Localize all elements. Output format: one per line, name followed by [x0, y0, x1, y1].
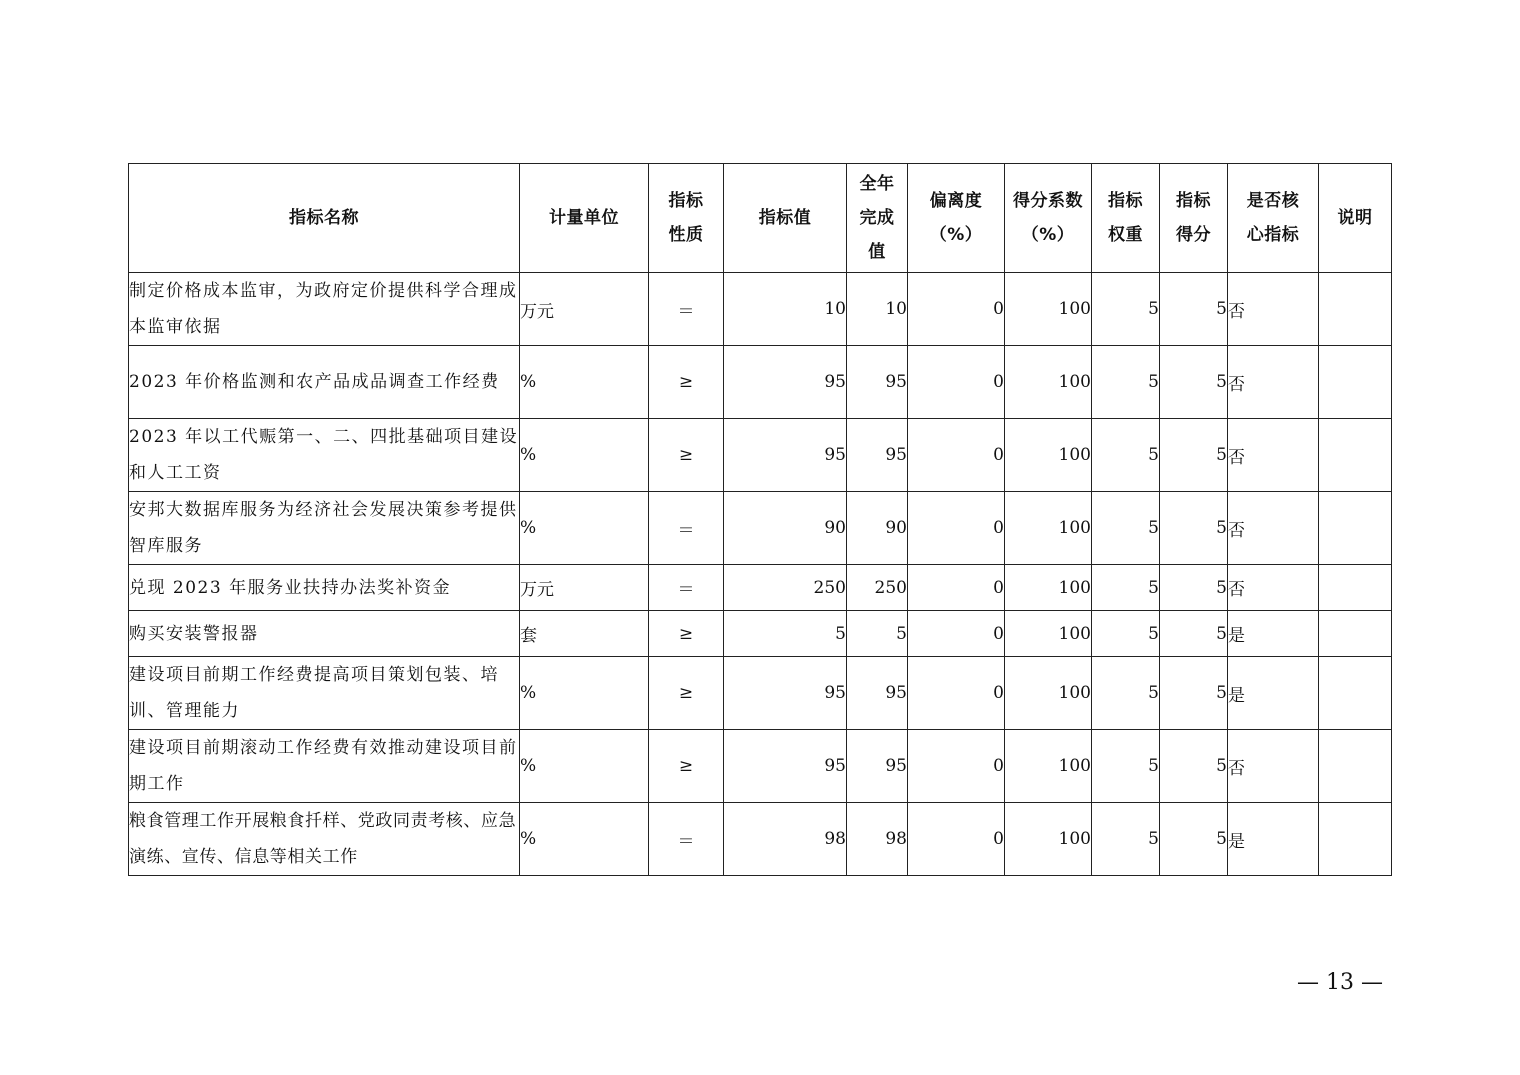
cell-weight: 5: [1092, 730, 1160, 803]
table-row: [129, 492, 1392, 565]
cell-name: 建设项目前期滚动工作经费有效推动建设项目前期工作: [129, 730, 520, 803]
cell-nature: ≥: [649, 611, 724, 657]
indicator-table: [128, 163, 1392, 876]
header-actual: 全年完成值: [847, 164, 908, 273]
cell-score: 5: [1160, 803, 1228, 876]
cell-nature: ≥: [649, 346, 724, 419]
cell-deviation: 0: [908, 492, 1005, 565]
table-row: [129, 803, 1392, 876]
cell-unit: 万元: [520, 273, 649, 346]
header-unit: 计量单位: [520, 164, 649, 273]
header-deviation: 偏离度（%）: [908, 164, 1005, 273]
cell-deviation: 0: [908, 419, 1005, 492]
table-row: [129, 657, 1392, 730]
header-core: 是否核心指标: [1228, 164, 1319, 273]
cell-core: 否: [1228, 273, 1319, 346]
cell-coef: 100: [1005, 803, 1092, 876]
cell-unit: %: [520, 346, 649, 419]
cell-nature: ≥: [649, 657, 724, 730]
cell-value: 98: [724, 803, 847, 876]
cell-weight: 5: [1092, 273, 1160, 346]
cell-note: [1319, 492, 1392, 565]
cell-unit: %: [520, 730, 649, 803]
cell-actual: 10: [847, 273, 908, 346]
cell-score: 5: [1160, 492, 1228, 565]
cell-core: 是: [1228, 657, 1319, 730]
table-header-row: [129, 164, 1392, 273]
cell-actual: 95: [847, 657, 908, 730]
cell-actual: 250: [847, 565, 908, 611]
cell-value: 95: [724, 730, 847, 803]
cell-coef: 100: [1005, 492, 1092, 565]
cell-core: 否: [1228, 730, 1319, 803]
cell-deviation: 0: [908, 346, 1005, 419]
cell-actual: 90: [847, 492, 908, 565]
cell-deviation: 0: [908, 730, 1005, 803]
cell-nature: ≥: [649, 730, 724, 803]
cell-nature: ＝: [649, 565, 724, 611]
cell-score: 5: [1160, 611, 1228, 657]
cell-name: 制定价格成本监审，为政府定价提供科学合理成本监审依据: [129, 273, 520, 346]
cell-actual: 5: [847, 611, 908, 657]
header-value: 指标值: [724, 164, 847, 273]
cell-name: 2023 年以工代赈第一、二、四批基础项目建设和人工工资: [129, 419, 520, 492]
cell-score: 5: [1160, 273, 1228, 346]
cell-core: 否: [1228, 565, 1319, 611]
cell-weight: 5: [1092, 565, 1160, 611]
header-note: 说明: [1319, 164, 1392, 273]
cell-note: [1319, 273, 1392, 346]
cell-note: [1319, 565, 1392, 611]
cell-core: 否: [1228, 492, 1319, 565]
cell-score: 5: [1160, 657, 1228, 730]
header-score: 指标得分: [1160, 164, 1228, 273]
table-row: [129, 565, 1392, 611]
cell-core: 是: [1228, 803, 1319, 876]
cell-value: 95: [724, 346, 847, 419]
cell-note: [1319, 803, 1392, 876]
cell-weight: 5: [1092, 492, 1160, 565]
cell-core: 否: [1228, 419, 1319, 492]
cell-score: 5: [1160, 346, 1228, 419]
cell-coef: 100: [1005, 565, 1092, 611]
cell-coef: 100: [1005, 611, 1092, 657]
header-weight: 指标权重: [1092, 164, 1160, 273]
cell-core: 是: [1228, 611, 1319, 657]
cell-unit: 万元: [520, 565, 649, 611]
cell-actual: 95: [847, 730, 908, 803]
cell-name: 安邦大数据库服务为经济社会发展决策参考提供智库服务: [129, 492, 520, 565]
cell-coef: 100: [1005, 657, 1092, 730]
cell-value: 90: [724, 492, 847, 565]
cell-score: 5: [1160, 565, 1228, 611]
cell-nature: ＝: [649, 803, 724, 876]
cell-deviation: 0: [908, 273, 1005, 346]
cell-weight: 5: [1092, 803, 1160, 876]
cell-note: [1319, 419, 1392, 492]
cell-name: 2023 年价格监测和农产品成品调查工作经费: [129, 346, 520, 419]
cell-note: [1319, 611, 1392, 657]
cell-weight: 5: [1092, 657, 1160, 730]
table-row: [129, 730, 1392, 803]
cell-name: 兑现 2023 年服务业扶持办法奖补资金: [129, 565, 520, 611]
cell-nature: ≥: [649, 419, 724, 492]
header-coef: 得分系数（%）: [1005, 164, 1092, 273]
cell-actual: 95: [847, 346, 908, 419]
cell-unit: %: [520, 492, 649, 565]
cell-deviation: 0: [908, 565, 1005, 611]
cell-note: [1319, 730, 1392, 803]
cell-name: 粮食管理工作开展粮食扦样、党政同责考核、应急演练、宣传、信息等相关工作: [129, 803, 520, 876]
cell-weight: 5: [1092, 419, 1160, 492]
cell-name: 购买安装警报器: [129, 611, 520, 657]
cell-deviation: 0: [908, 657, 1005, 730]
cell-value: 250: [724, 565, 847, 611]
cell-unit: %: [520, 419, 649, 492]
cell-coef: 100: [1005, 346, 1092, 419]
cell-nature: ＝: [649, 273, 724, 346]
cell-actual: 98: [847, 803, 908, 876]
cell-note: [1319, 657, 1392, 730]
table-row: [129, 346, 1392, 419]
cell-coef: 100: [1005, 730, 1092, 803]
cell-deviation: 0: [908, 803, 1005, 876]
cell-name: 建设项目前期工作经费提高项目策划包装、培训、管理能力: [129, 657, 520, 730]
cell-weight: 5: [1092, 611, 1160, 657]
table-row: [129, 611, 1392, 657]
cell-value: 5: [724, 611, 847, 657]
cell-score: 5: [1160, 730, 1228, 803]
cell-value: 10: [724, 273, 847, 346]
header-name: 指标名称: [129, 164, 520, 273]
cell-unit: %: [520, 803, 649, 876]
header-nature: 指标性质: [649, 164, 724, 273]
page-number: — 13 —: [1297, 970, 1383, 995]
cell-actual: 95: [847, 419, 908, 492]
cell-unit: 套: [520, 611, 649, 657]
cell-nature: ＝: [649, 492, 724, 565]
cell-core: 否: [1228, 346, 1319, 419]
cell-deviation: 0: [908, 611, 1005, 657]
cell-score: 5: [1160, 419, 1228, 492]
cell-value: 95: [724, 657, 847, 730]
cell-note: [1319, 346, 1392, 419]
table-row: [129, 419, 1392, 492]
cell-coef: 100: [1005, 273, 1092, 346]
cell-unit: %: [520, 657, 649, 730]
cell-weight: 5: [1092, 346, 1160, 419]
table-row: [129, 273, 1392, 346]
cell-value: 95: [724, 419, 847, 492]
cell-coef: 100: [1005, 419, 1092, 492]
